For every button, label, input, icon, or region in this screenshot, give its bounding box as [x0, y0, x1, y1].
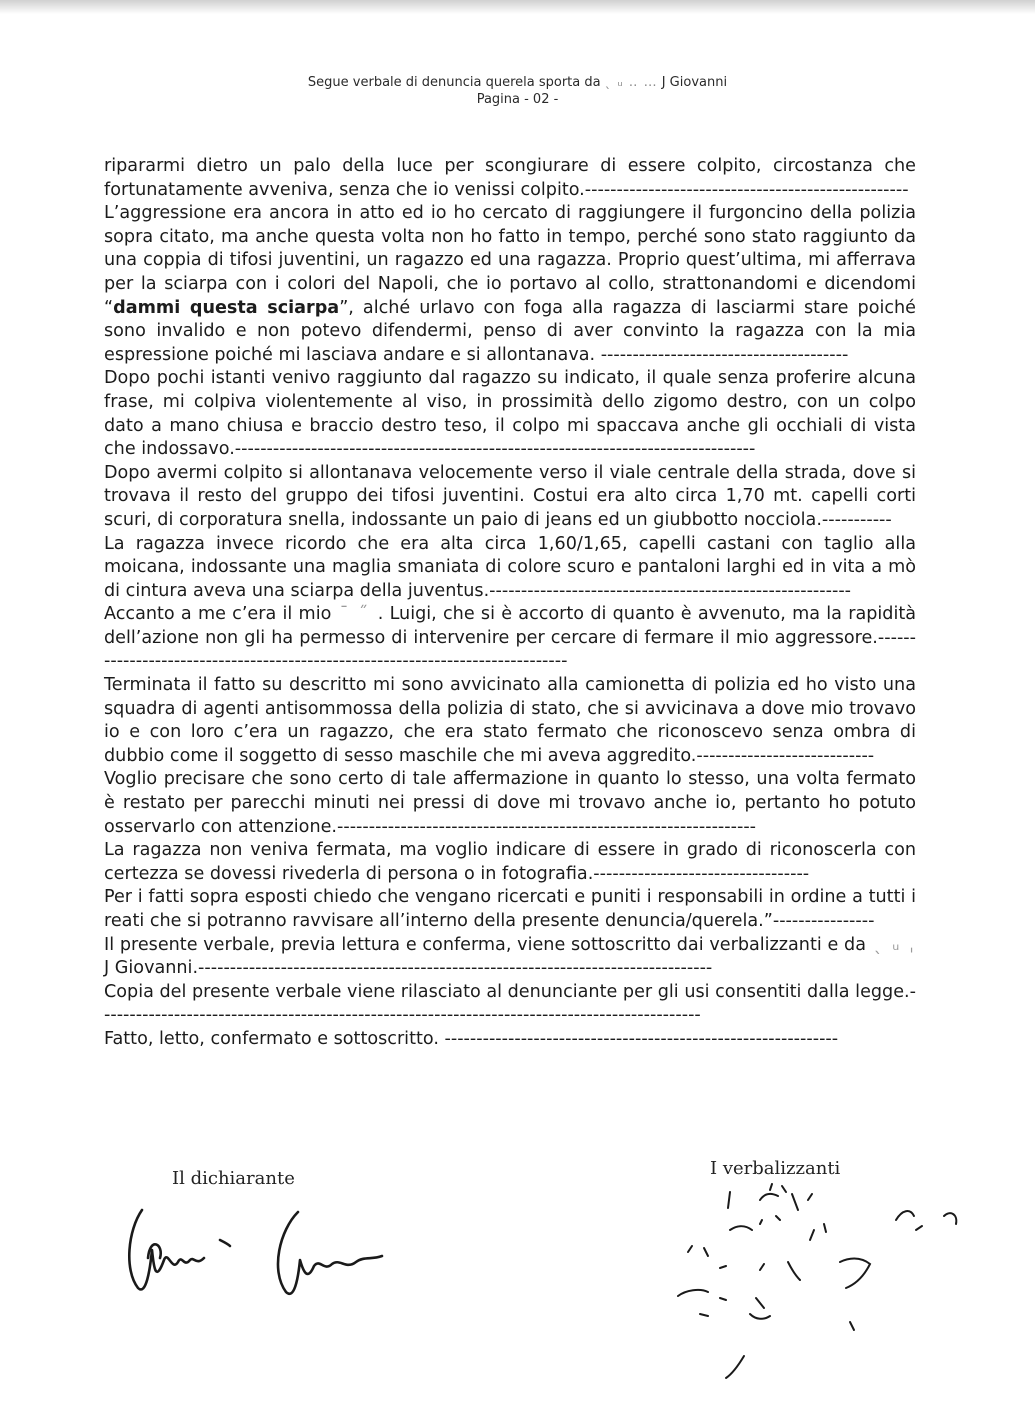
paragraph-9: La ragazza non veniva fermata, ma voglio indicare di essere in grado di riconoscerla con certezza se dovessi rivederla di persona o in fotografia.---------------------------------- [104, 840, 916, 884]
paragraph-4: Dopo avermi colpito si allontanava velocemente verso il viale centrale della strada, dove si trovava il resto del gruppo dei tifosi juventini. Costui era alto circa 1,70 mt. capelli corti scuri, di corporatura snella, indossante un paio di jeans ed un giubbotto nocciola.----------- [104, 462, 916, 530]
page-number: Pagina - 02 - [476, 92, 559, 107]
paragraph-6: Accanto a me c’era il mio ˉ ˝ . Luigi, che si è accorto di quanto è avvenuto, ma la rapidità dell’azione non gli ha permesso di intervenire per cercare di fermare il mio aggressore.------------------------------------------------------------------------------- [104, 604, 917, 672]
header-line-1 [0, 74, 1035, 91]
document-body [104, 155, 916, 1052]
paragraph-13: Fatto, letto, confermato e sottoscritto. -------------------------------------------------------------- [104, 1028, 839, 1049]
scan-top-edge [0, 0, 1035, 14]
paragraph-12: Copia del presente verbale viene rilasciato al denunciante per gli usi consentiti dalla legge.----------------------------------------------------------------------------------------------- [104, 981, 916, 1026]
paragraph-3: Dopo pochi istanti venivo raggiunto dal ragazzo su indicato, il quale senza proferire alcuna frase, mi colpiva violentemente al viso, in prossimità dello zigomo destro, con un colpo dato a mano chiusa e braccio destro teso, il colpo mi spaccava anche gli occhiali di vista che indossavo.---------------------------------------------------------------------------------- [104, 368, 916, 460]
redacted-relation: ˉ ˝ [331, 604, 378, 625]
header-title: Segue verbale di denuncia querela sporta da [307, 75, 601, 90]
header-name: J Giovanni [661, 75, 728, 90]
declarant-signature [120, 1200, 410, 1310]
paragraph-7: Terminata il fatto su descritto mi sono avvicinato alla camionetta di polizia ed ho visto una squadra di agenti antisommossa della polizia di stato, che si avvicinava a dove mio trovavo io e con loro c’era un ragazzo, che era stato fermato che riconoscevo senza ombra di dubbio come il soggetto di sesso maschile che mi aveva aggredito.---------------------------- [104, 675, 916, 766]
paragraph-1: ripararmi dietro un palo della luce per scongiurare di essere colpito, circostanza che fortunatamente avveniva, senza che io venissi colpito.--------------------------------------------------- [104, 156, 916, 200]
paragraph-5: La ragazza invece ricordo che era alta circa 1,60/1,65, capelli castani con taglio alla moicana, indossante una maglia smaniata di colore scuro e pantaloni larghi ed in vita a mò di cintura aveva una sciarpa della juventus.--------------------------------------------------------- [104, 533, 916, 601]
declarant-label: Il dichiarante [172, 1168, 295, 1189]
paragraph-2: L’aggressione era ancora in atto ed io ho cercato di raggiungere il furgoncino della polizia sopra citato, ma anche questa volta non ho fatto in tempo, perché sono stato raggiunto da una coppia di tifosi juventini, un ragazzo ed una ragazza. Proprio quest’ultima, mi afferrava per la sciarpa con i colori del Napoli, che io portavo al collo, strattonandomi e dicendomi “dammi questa sciarpa”, alché urlavo con foga alla ragazza di lasciarmi stare poiché sono invalido e non potevo difendermi, penso di aver convinto la ragazza con la mia espressione poiché mi lasciava andare e si allontanava. --------------------------------------- [104, 203, 917, 365]
quoted-phrase: dammi questa sciarpa [113, 297, 340, 318]
paragraph-11: Il presente verbale, previa lettura e conferma, viene sottoscritto dai verbalizzanti e da ˎ ᵤ ˌ J Giovanni.--------------------------------------------------------------------------------- [104, 934, 916, 979]
header-redacted-name: ˎ ᵤ ‥ … [604, 75, 658, 90]
officers-signature [660, 1180, 980, 1380]
paragraph-8: Voglio precisare che sono certo di tale affermazione in quanto lo stesso, una volta fermato è restato per parecchi minuti nei pressi di dove mi trovavo anche io, pertanto ho potuto osservarlo con attenzione.------------------------------------------------------------------ [104, 769, 916, 837]
redacted-surname: ˎ ᵤ ˌ [866, 934, 916, 955]
paragraph-10: Per i fatti sopra esposti chiedo che vengano ricercati e puniti i responsabili in ordine a tutti i reati che si potranno ravvisare all’interno della presente denuncia/querela.”---------------- [104, 887, 916, 931]
page-header [0, 74, 1035, 108]
officers-label: I verbalizzanti [710, 1158, 841, 1179]
